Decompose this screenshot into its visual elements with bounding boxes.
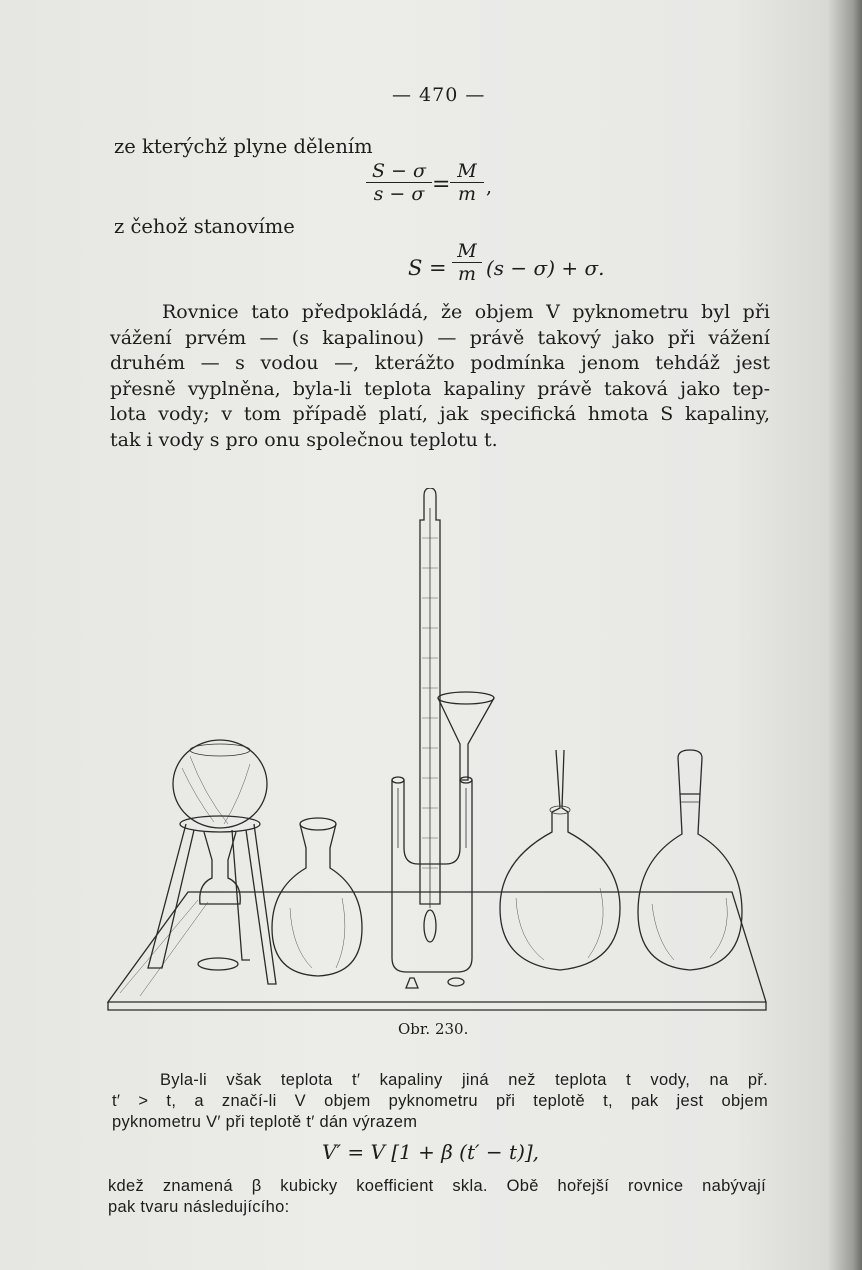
page-number: — 470 — [392,84,486,106]
equation-3: V′ = V [1 + β (t′ − t)], [322,1140,540,1164]
then-line: z čehož stanovíme [114,215,295,238]
paragraph-1 [110,300,770,453]
para1-line: druhém — s vodou —, kterážto podmínka jenom tehdáž jest [110,352,770,374]
pycnometer-flask-stoppered [638,750,742,970]
eq2-den: m [457,263,477,285]
eq1-num-left: S − σ [366,160,432,183]
eq1-den-right: m [457,183,477,205]
eq1-den-left: s − σ [373,183,425,205]
para3-line: pak tvaru následujícího: [108,1198,290,1216]
para1-line: přesně vyplněna, byla-li teplota kapaliny právě taková jako tep- [110,377,770,400]
para2-line: t′ > t, a značí-li V objem pyknometru při teplotě t, pak jest objem [112,1092,768,1110]
thermometer [420,488,440,942]
pycnometer-flask-round [500,750,620,970]
para1-line: vážení prvém — (s kapalinou) — právě takový jako při vážení [110,326,770,349]
eq2-num: M [452,240,482,263]
eq2-rhs: (s − σ) + σ. [486,256,605,280]
eq2-lhs: S = [408,256,447,280]
pycnometer-flask-small [272,818,362,976]
u-tube-vessel [392,777,472,972]
para1-line: tak i vody s pro onu společnou teplotu t. [110,428,498,451]
figure-caption: Obr. 230. [398,1020,469,1038]
para2-line: pyknometru V′ při teplotě t′ dán výrazem [112,1113,418,1131]
paragraph-3 [108,1176,766,1218]
funnel [438,692,494,780]
para3-line: kdež znamená β kubicky koefficient skla. Obě hořejší rovnice nabývají [108,1177,766,1195]
para1-line: Rovnice tato předpokládá, že objem V pyknometru byl při [162,301,770,323]
eq1-num-right: M [450,160,484,183]
flask-on-tripod [148,740,276,984]
intro-line: ze kterýchž plyne dělením [114,135,373,158]
para2-line: Byla-li však teplota t′ kapaliny jiná než teplota t vody, na př. [160,1071,768,1089]
stoppers [406,978,464,988]
para1-line: lota vody; v tom případě platí, jak specifická hmota S kapaliny, [110,403,770,425]
eq1-equals: = [432,172,451,197]
figure-230-glassware-illustration [100,488,780,1018]
paragraph-2 [112,1070,768,1133]
eq1-comma: , [486,176,493,198]
